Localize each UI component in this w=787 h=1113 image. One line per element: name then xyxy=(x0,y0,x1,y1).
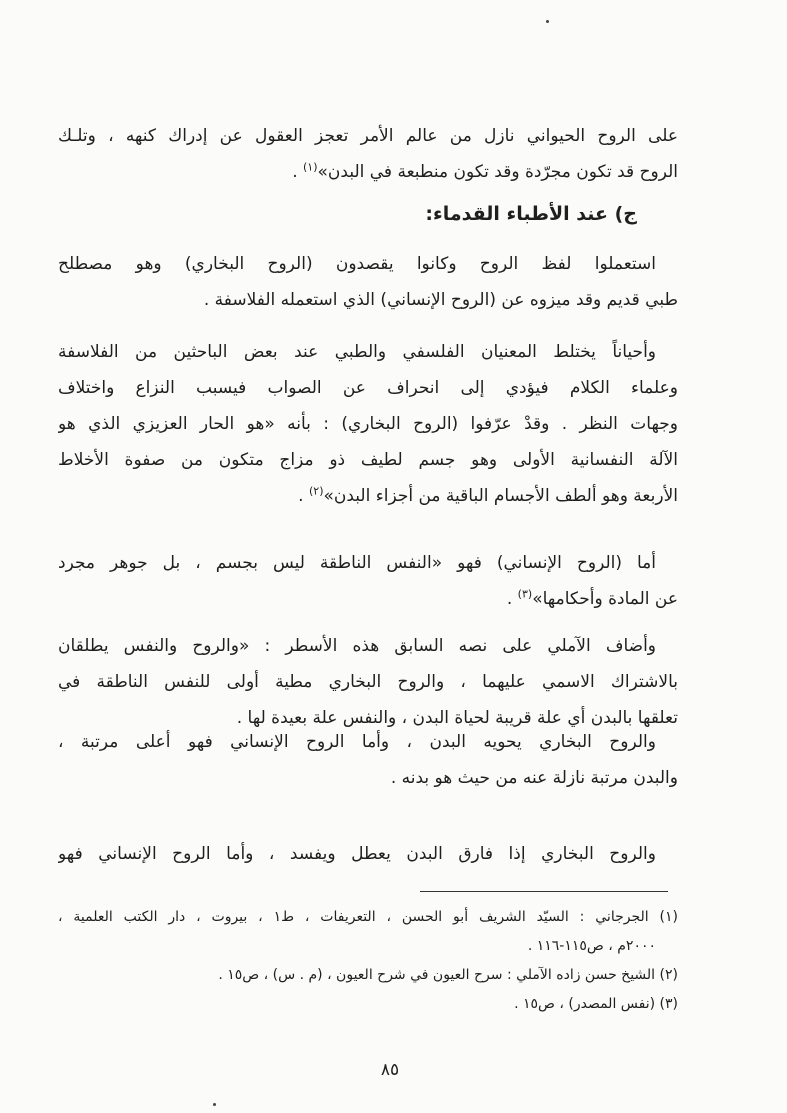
text-line: طبي قديم وقد ميزوه عن (الروح الإنساني) الذي استعمله الفلاسفة . xyxy=(203,290,678,310)
footnote-line: (٢) الشيخ حسن زاده الآملي : سرح العيون في شرح العيون ، (م . س) ، ص١٥ . xyxy=(218,967,678,983)
text-line: والروح البخاري يحويه البدن ، وأما الروح الإنساني فهو أعلى مرتبة ، xyxy=(58,732,656,752)
text-line: على الروح الحيواني نازل من عالم الأمر تعجز العقول عن إدراك كنهه ، وتلـك xyxy=(58,126,678,146)
scan-speck xyxy=(213,1103,216,1106)
text-line: والروح البخاري إذا فارق البدن يعطل ويفسد ، وأما الروح الإنساني فهو xyxy=(58,844,656,864)
text-line: تعلقها بالبدن أي علة قريبة لحياة البدن ، والنفس علة بعيدة لها . xyxy=(236,708,678,728)
footnote-line: (٣) (نفس المصدر) ، ص١٥ . xyxy=(514,996,678,1012)
text-line: وأضاف الآملي على نصه السابق هذه الأسطر : «والروح والنفس يطلقان xyxy=(58,636,656,656)
scan-speck xyxy=(546,20,549,23)
paragraph xyxy=(58,545,678,617)
text-line: استعملوا لفظ الروح وكانوا يقصدون (الروح البخاري) وهو مصطلح xyxy=(58,254,656,274)
section-heading: ج) عند الأطباء القدماء: xyxy=(425,203,637,225)
footnote-3 xyxy=(58,990,678,1019)
text-line: وأحياناً يختلط المعنيان الفلسفي والطبي عند بعض الباحثين من الفلاسفة xyxy=(58,342,656,362)
text-line: أما (الروح الإنساني) فهو «النفس الناطقة ليس بجسم ، بل جوهر مجرد xyxy=(58,553,656,573)
text-line: الآلة النفسانية الأولى وهو جسم لطيف ذو مزاج متكون من صفوة الأخلاط xyxy=(58,450,678,470)
footnote-ref: (١) xyxy=(303,160,318,174)
paragraph xyxy=(58,246,678,318)
text-line: والبدن مرتبة نازلة عنه من حيث هو بدنه . xyxy=(390,768,678,788)
paragraph xyxy=(58,836,678,872)
footnote-1 xyxy=(58,903,678,961)
paragraph xyxy=(58,724,678,796)
footnote-separator xyxy=(420,891,668,892)
footnote-2 xyxy=(58,961,678,990)
page-number: ٨٥ xyxy=(380,1060,400,1080)
paragraph xyxy=(58,334,678,514)
footnotes xyxy=(58,903,678,1019)
footnote-ref: (٢) xyxy=(308,484,324,498)
text-line: بالاشتراك الاسمي عليهما ، والروح البخاري مطية أولى للنفس الناطقة في xyxy=(58,672,678,692)
footnote-line: (١) الجرجاني : السيّد الشريف أبو الحسن ، التعريفات ، ط١ ، بيروت ، دار الكتب العلمية ، xyxy=(58,909,678,925)
text-line: وعلماء الكلام فيؤدي إلى انحراف عن الصواب فيسبب النزاع واختلاف xyxy=(58,378,678,398)
text-line: عن المادة وأحكامها»$^{(٣)}$ . xyxy=(506,587,678,609)
text-line: وجهات النظر . وقدْ عرّفوا (الروح البخاري) : بأنه «هو الحار العزيزي الذي هو xyxy=(58,414,678,434)
text-line: الأربعة وهو ألطف الأجسام الباقية من أجزاء البدن»$^{(٢)}$ . xyxy=(298,484,678,506)
footnote-line: ٢٠٠٠م ، ص١١٥-١١٦ . xyxy=(527,938,656,954)
intro-paragraph xyxy=(58,118,678,190)
footnote-ref: (٣) xyxy=(517,587,533,601)
paragraph xyxy=(58,628,678,736)
text-line: الروح قد تكون مجرّدة وقد تكون منطبعة في البدن»$^{(١)}$ . xyxy=(292,160,678,182)
